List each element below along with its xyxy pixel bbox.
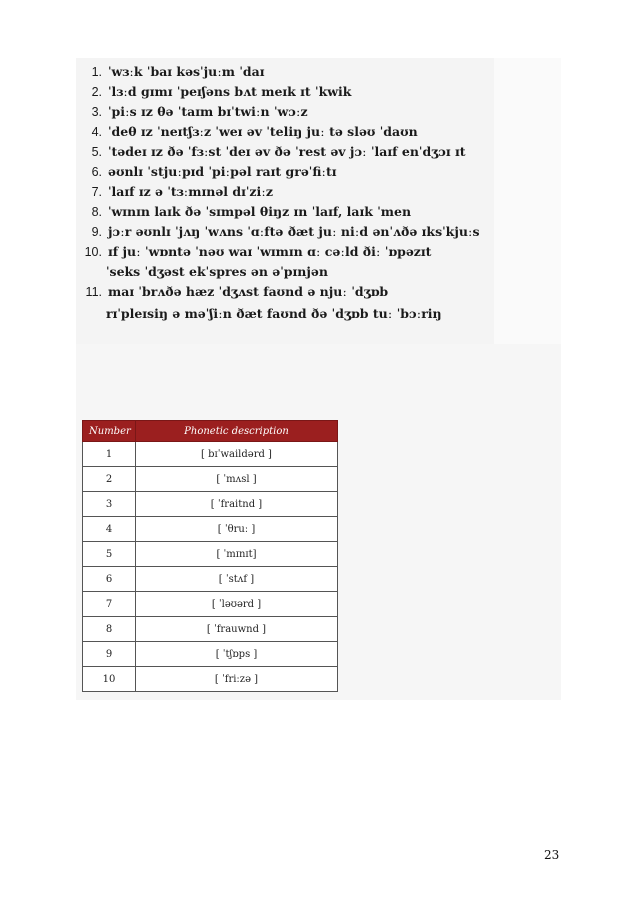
table-row xyxy=(83,667,338,692)
line-text: ˈwɪnɪn laɪk ðə ˈsɪmpəl θiŋz ɪn ˈlaɪf, laɪk ˈmen xyxy=(108,204,412,219)
row-description: [ ˈstʌf ] xyxy=(136,567,338,592)
line-number: 1. xyxy=(91,65,102,79)
transcription-line-continuation xyxy=(80,302,490,326)
table-row xyxy=(83,542,338,567)
row-number: 8 xyxy=(83,617,136,642)
row-number: 6 xyxy=(83,567,136,592)
line-text: rɪˈpleɪsiŋ ə məˈʃiːn ðæt faʊnd ðə ˈdʒɒb tuː ˈbɔːriŋ xyxy=(106,306,442,321)
transcription-line xyxy=(80,242,490,262)
row-description: [ ˈləʊərd ] xyxy=(136,592,338,617)
transcription-line xyxy=(80,202,490,222)
line-text: əʊnlɪ ˈstjuːpɪd ˈpiːpəl raɪt grəˈfiːtɪ xyxy=(108,164,337,179)
table-row xyxy=(83,592,338,617)
row-description: [ ˈfrauwnd ] xyxy=(136,617,338,642)
row-number: 3 xyxy=(83,492,136,517)
row-number: 4 xyxy=(83,517,136,542)
line-text: ˈpiːs ɪz θə ˈtaɪm bɪˈtwiːn ˈwɔːz xyxy=(108,104,308,119)
line-text: ɪf juː ˈwɒntə ˈnəʊ waɪ ˈwɪmɪn ɑː cəːld ðiː ˈɒpəzɪt xyxy=(108,244,432,259)
row-description: [ ˈfraitnd ] xyxy=(136,492,338,517)
table-row xyxy=(83,467,338,492)
transcription-line xyxy=(80,282,490,302)
line-number: 2. xyxy=(91,85,102,99)
line-text: jɔːr əʊnlɪ ˈjʌŋ ˈwʌns ˈɑːftə ðæt juː niːd ənˈʌðə ɪksˈkjuːs xyxy=(108,224,480,239)
transcription-list xyxy=(80,62,490,326)
line-number: 6. xyxy=(91,165,102,179)
row-description: [ ˈtʃɒps ] xyxy=(136,642,338,667)
table-row xyxy=(83,442,338,467)
line-text: ˈdeθ ɪz ˈneɪtʃɜːz ˈweɪ əv ˈteliŋ juː tə sləʊ ˈdaʊn xyxy=(108,124,418,139)
line-text: maɪ ˈbrʌðə hæz ˈdʒʌst faʊnd ə njuː ˈdʒɒb xyxy=(108,284,389,299)
row-description: [ ˈθruː ] xyxy=(136,517,338,542)
header-number: Number xyxy=(83,421,136,442)
line-text: ˈtədeɪ ɪz ðə ˈfɜːst ˈdeɪ əv ðə ˈrest əv jɔː ˈlaɪf enˈdʒɔɪ ɪt xyxy=(108,144,466,159)
transcription-line xyxy=(80,142,490,162)
transcription-line-continuation xyxy=(80,262,490,282)
line-number: 10. xyxy=(84,245,102,259)
row-number: 7 xyxy=(83,592,136,617)
panel-edge-strip xyxy=(494,58,561,344)
transcription-line xyxy=(80,102,490,122)
transcription-line xyxy=(80,182,490,202)
transcription-line xyxy=(80,62,490,82)
row-number: 2 xyxy=(83,467,136,492)
line-number: 9. xyxy=(91,225,102,239)
row-number: 5 xyxy=(83,542,136,567)
line-text: ˈlɜːd gɪmɪ ˈpeɪʃəns bʌt meɪk ɪt ˈkwik xyxy=(108,84,352,99)
line-number: 4. xyxy=(91,125,102,139)
line-text: ˈseks ˈdʒəst ekˈspres ən əˈpɪnjən xyxy=(106,264,328,279)
table-row xyxy=(83,517,338,542)
row-number: 9 xyxy=(83,642,136,667)
transcription-line xyxy=(80,82,490,102)
line-number: 5. xyxy=(91,145,102,159)
table-row xyxy=(83,492,338,517)
transcription-line xyxy=(80,122,490,142)
row-number: 1 xyxy=(83,442,136,467)
line-text: ˈlaɪf ɪz ə ˈtɜːmɪnəl dɪˈziːz xyxy=(108,184,273,199)
table-header-row xyxy=(83,421,338,442)
row-number: 10 xyxy=(83,667,136,692)
line-number: 7. xyxy=(91,185,102,199)
phonetic-table xyxy=(82,420,338,692)
row-description: [ ˈmʌsl ] xyxy=(136,467,338,492)
line-number: 8. xyxy=(91,205,102,219)
table-row xyxy=(83,642,338,667)
row-description: [ ˈfriːzə ] xyxy=(136,667,338,692)
transcription-line xyxy=(80,162,490,182)
table-row xyxy=(83,567,338,592)
line-number: 3. xyxy=(91,105,102,119)
page-number: 23 xyxy=(544,848,560,862)
table-row xyxy=(83,617,338,642)
header-phonetic-description: Phonetic description xyxy=(136,421,338,442)
row-description: [ ˈmɪnɪt] xyxy=(136,542,338,567)
row-description: [ bɪˈwaildərd ] xyxy=(136,442,338,467)
transcription-line xyxy=(80,222,490,242)
line-number: 11. xyxy=(85,285,102,299)
line-text: ˈwɜːk ˈbaɪ kəsˈjuːm ˈdaɪ xyxy=(108,64,265,79)
